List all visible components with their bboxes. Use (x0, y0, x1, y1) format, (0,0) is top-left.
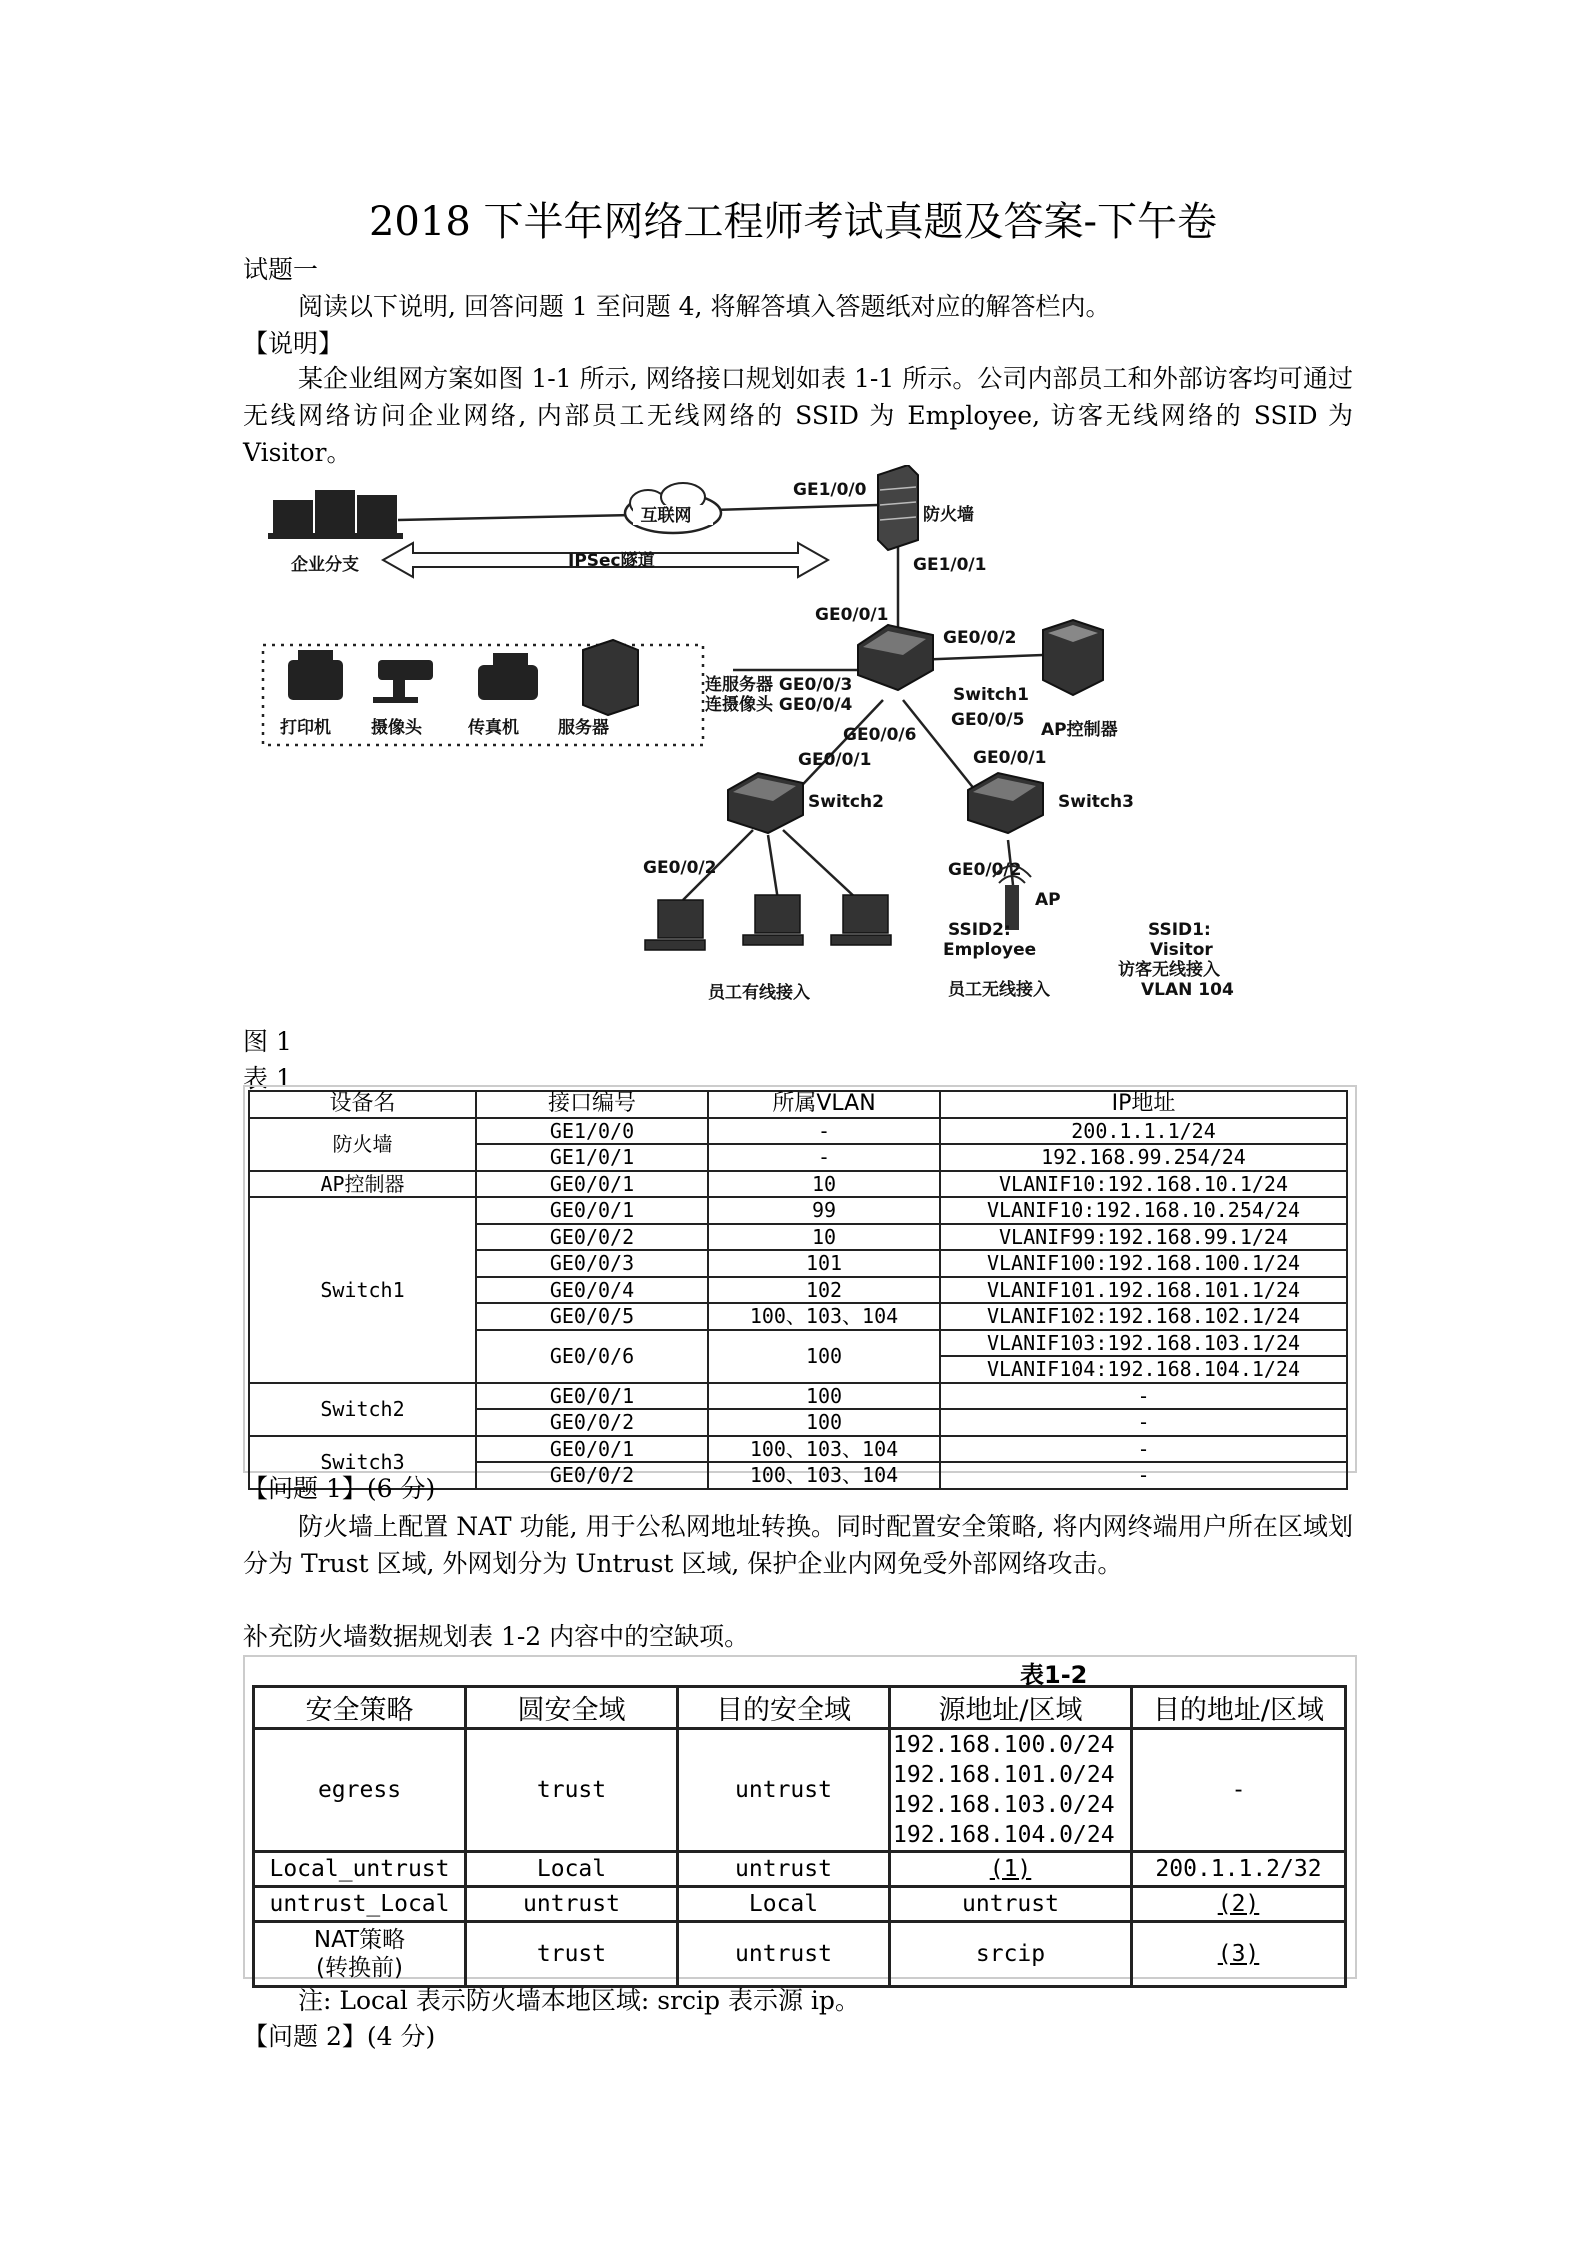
dst-address-cell: (2) (1132, 1887, 1346, 1922)
sw1-ge003-label: 连服务器 GE0/0/3 (705, 675, 853, 695)
table1-header: 接口编号 (476, 1091, 708, 1118)
src-address-line: 192.168.104.0/24 (893, 1822, 1115, 1848)
server-label: 服务器 (558, 718, 609, 738)
camera-label: 摄像头 (371, 718, 422, 738)
table-row (249, 1436, 1347, 1463)
table1-label: 表 1 (243, 1064, 292, 1093)
vlan-cell: 99 (708, 1197, 940, 1224)
dst-address-cell: (3) (1132, 1922, 1346, 1987)
table-row (254, 1852, 1346, 1887)
interface-cell: GE0/0/4 (476, 1277, 708, 1304)
policy-cell: NAT策略 (转换前) (254, 1922, 466, 1987)
internet-label: 互联网 (640, 506, 692, 526)
interface-cell: GE0/0/2 (476, 1224, 708, 1251)
table-row (249, 1197, 1347, 1224)
figure-label: 图 1 (243, 1027, 292, 1056)
section-label: 试题一 (243, 255, 319, 284)
device-name-cell: AP控制器 (249, 1171, 476, 1198)
src-zone-cell: untrust (466, 1887, 678, 1922)
ip-cell: 200.1.1.1/24 (940, 1118, 1347, 1145)
vlan-cell: 100、103、104 (708, 1436, 940, 1463)
src-address-line: 192.168.103.0/24 (893, 1792, 1115, 1818)
vlan-cell: 100 (708, 1409, 940, 1436)
device-name-cell: Switch2 (249, 1383, 476, 1436)
fax-icon (478, 653, 538, 700)
interface-cell: GE0/0/5 (476, 1303, 708, 1330)
printer-icon (288, 650, 343, 700)
interface-cell: GE0/0/1 (476, 1436, 708, 1463)
network-diagram (243, 465, 1353, 1020)
dst-zone-cell: Local (678, 1887, 890, 1922)
ap-controller-icon (1043, 620, 1103, 695)
wireless-access-label: 员工无线接入 (948, 980, 1050, 1000)
interface-cell: GE0/0/3 (476, 1250, 708, 1277)
ip-cell: VLANIF101.192.168.101.1/24 (940, 1277, 1347, 1304)
interface-cell: GE1/0/0 (476, 1118, 708, 1145)
camera-icon (373, 660, 433, 703)
vlan-cell: - (708, 1118, 940, 1145)
policy-cell: Local_untrust (254, 1852, 466, 1887)
src-address-line: 192.168.101.0/24 (893, 1762, 1115, 1788)
ssid1-name: Visitor (1150, 940, 1213, 960)
ip-cell: VLANIF10:192.168.10.1/24 (940, 1171, 1347, 1198)
fax-label: 传真机 (468, 718, 519, 738)
switch3-label: Switch3 (1058, 792, 1134, 812)
table1-header: IP地址 (940, 1091, 1347, 1118)
switch2-icon (728, 773, 803, 833)
switch2-label: Switch2 (808, 792, 884, 812)
table-row (254, 1887, 1346, 1922)
printer-label: 打印机 (280, 718, 331, 738)
q1-text: 防火墙上配置 NAT 功能, 用于公私网地址转换。同时配置安全策略, 将内网终端用户所在区域划分为 Trust 区域, 外网划分为 Untrust 区域, 保护企业内网免受外部网络攻击。 (243, 1512, 1353, 1578)
q1-task: 补充防火墙数据规划表 1-2 内容中的空缺项。 (243, 1622, 750, 1651)
src-address-line: 192.168.100.0/24 (893, 1732, 1115, 1758)
interface-cell: GE0/0/1 (476, 1197, 708, 1224)
table-row (249, 1118, 1347, 1145)
device-name-cell: 防火墙 (249, 1118, 476, 1171)
interface-cell: GE1/0/1 (476, 1144, 708, 1171)
ssid1-label: SSID1: (1148, 920, 1211, 940)
table1-header: 设备名 (249, 1091, 476, 1118)
ip-cell: 192.168.99.254/24 (940, 1144, 1347, 1171)
branch-building-icon (268, 490, 403, 539)
device-name-cell: Switch1 (249, 1197, 476, 1383)
q1-heading: 【问题 1】(6 分) (243, 1474, 436, 1503)
policy-cell: egress (254, 1729, 466, 1852)
interface-cell: GE0/0/1 (476, 1171, 708, 1198)
ip-cell: VLANIF100:192.168.100.1/24 (940, 1250, 1347, 1277)
vlan-cell: - (708, 1144, 940, 1171)
sw1-ge006-label: GE0/0/6 (843, 725, 917, 745)
ip-cell: - (940, 1383, 1347, 1410)
table-row (249, 1383, 1347, 1410)
ip-cell: VLANIF10:192.168.10.254/24 (940, 1197, 1347, 1224)
vlan-cell: 100 (708, 1330, 940, 1383)
sw2-ge001-label: GE0/0/1 (798, 750, 872, 770)
table2-header: 目的地址/区域 (1132, 1687, 1346, 1729)
ipsec-label: IPSec隧道 (568, 551, 655, 571)
src-address-cell: (1) (890, 1852, 1132, 1887)
table1-header: 所属VLAN (708, 1091, 940, 1118)
switch1-label: Switch1 (953, 685, 1029, 705)
switch3-icon (968, 773, 1043, 833)
interface-plan-table (248, 1090, 1348, 1490)
ip-cell: VLANIF99:192.168.99.1/24 (940, 1224, 1347, 1251)
vlan-cell: 100 (708, 1383, 940, 1410)
src-zone-cell: Local (466, 1852, 678, 1887)
visitor-vlan-label: VLAN 104 (1141, 980, 1234, 1000)
note: 注: Local 表示防火墙本地区域: srcip 表示源 ip。 (298, 1986, 860, 2015)
vlan-cell: 10 (708, 1171, 940, 1198)
ssid2-label: SSID2: (948, 920, 1011, 940)
firewall-icon (878, 465, 918, 550)
dst-zone-cell: untrust (678, 1852, 890, 1887)
sw3-ge001-label: GE0/0/1 (973, 748, 1047, 768)
visitor-access-label: 访客无线接入 (1118, 960, 1220, 980)
page-title: 2018 下半年网络工程师考试真题及答案-下午卷 (368, 199, 1218, 245)
dst-address-cell: 200.1.1.2/32 (1132, 1852, 1346, 1887)
policy-cell: untrust_Local (254, 1887, 466, 1922)
ip-cell: VLANIF102:192.168.102.1/24 (940, 1303, 1347, 1330)
vlan-cell: 102 (708, 1277, 940, 1304)
table2-header: 圆安全域 (466, 1687, 678, 1729)
ip-cell: VLANIF104:192.168.104.1/24 (940, 1356, 1347, 1383)
firewall-plan-table (252, 1685, 1347, 1988)
sw1-ge001-label: GE0/0/1 (815, 605, 889, 625)
src-zone-cell: trust (466, 1729, 678, 1852)
src-zone-cell: trust (466, 1922, 678, 1987)
table-row (249, 1171, 1347, 1198)
wired-access-label: 员工有线接入 (708, 983, 810, 1003)
interface-cell: GE0/0/2 (476, 1409, 708, 1436)
vlan-cell: 100、103、104 (708, 1303, 940, 1330)
src-address-cell: srcip (890, 1922, 1132, 1987)
interface-cell: GE0/0/2 (476, 1462, 708, 1489)
src-address-cell (890, 1729, 1132, 1852)
server-icon (583, 640, 638, 715)
sw3-ge002-label: GE0/0/2 (948, 860, 1022, 880)
q2-heading: 【问题 2】(4 分) (243, 2022, 436, 2051)
ip-cell: - (940, 1436, 1347, 1463)
ip-cell: VLANIF103:192.168.103.1/24 (940, 1330, 1347, 1357)
ip-cell: - (940, 1462, 1347, 1489)
branch-label: 企业分支 (291, 555, 359, 575)
switch1-icon (858, 625, 933, 690)
dst-address-cell: - (1132, 1729, 1346, 1852)
sw1-ge005-label: GE0/0/5 (951, 710, 1025, 730)
table2-caption: 表1-2 (1020, 1661, 1088, 1689)
interface-cell: GE0/0/1 (476, 1383, 708, 1410)
ap-label: AP (1035, 890, 1061, 910)
sw1-ge002-label: GE0/0/2 (943, 628, 1017, 648)
table2-header: 安全策略 (254, 1687, 466, 1729)
vlan-cell: 100、103、104 (708, 1462, 940, 1489)
sw1-ge004-label: 连摄像头 GE0/0/4 (705, 695, 853, 715)
table-row (254, 1729, 1346, 1852)
fw-ge100-label: GE1/0/0 (793, 480, 867, 500)
intro-paragraph: 某企业组网方案如图 1-1 所示, 网络接口规划如表 1-1 所示。公司内部员工和外部访客均可通过无线网络访问企业网络, 内部员工无线网络的 SSID 为 Employee, 访客无线网络的 SSID 为 Visitor。 (243, 364, 1353, 467)
ap-controller-label: AP控制器 (1041, 720, 1118, 740)
table2-header: 源地址/区域 (890, 1687, 1132, 1729)
dst-zone-cell: untrust (678, 1729, 890, 1852)
table-row (254, 1922, 1346, 1987)
interface-cell: GE0/0/6 (476, 1330, 708, 1383)
vlan-cell: 101 (708, 1250, 940, 1277)
note-heading: 【说明】 (243, 329, 344, 358)
dst-zone-cell: untrust (678, 1922, 890, 1987)
pc-icon (645, 895, 891, 950)
device-name-cell: Switch3 (249, 1436, 476, 1489)
firewall-label: 防火墙 (923, 505, 974, 525)
sw2-ge002-label: GE0/0/2 (643, 858, 717, 878)
ssid2-name: Employee (943, 940, 1037, 960)
instruction: 阅读以下说明, 回答问题 1 至问题 4, 将解答填入答题纸对应的解答栏内。 (298, 292, 1111, 321)
ip-cell: - (940, 1409, 1347, 1436)
src-address-cell: untrust (890, 1887, 1132, 1922)
vlan-cell: 10 (708, 1224, 940, 1251)
fw-ge101-label: GE1/0/1 (913, 555, 987, 575)
table2-header: 目的安全域 (678, 1687, 890, 1729)
